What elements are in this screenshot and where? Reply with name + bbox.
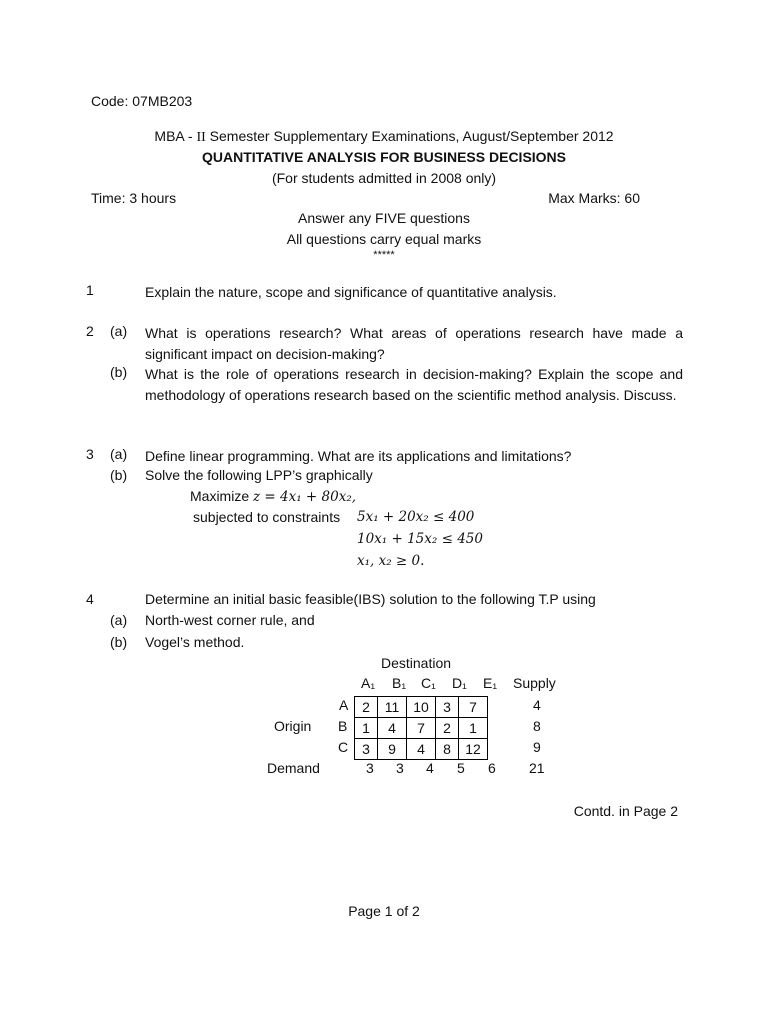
table-row — [355, 697, 488, 718]
question-2a-label: (a) — [110, 323, 128, 339]
demand-b1: 3 — [396, 760, 404, 776]
row-label-b: B — [338, 718, 348, 734]
question-3a-text: Define linear programming. What are its applications and limitations? — [145, 448, 572, 464]
lpp-constraint-1: 5x₁ + 20x₂ ≤ 400 — [357, 509, 475, 525]
question-4b-label: (b) — [110, 634, 128, 650]
separator-stars: ***** — [373, 249, 395, 261]
row-label-a: A — [339, 697, 349, 713]
cost-cell: 2 — [355, 697, 378, 718]
cost-cell: 11 — [378, 697, 407, 718]
cost-cell: 3 — [355, 739, 378, 760]
cost-cell: 3 — [436, 697, 459, 718]
cost-cell: 8 — [436, 739, 459, 760]
column-header-a1: A₁ — [361, 675, 376, 691]
cost-cell: 7 — [407, 718, 436, 739]
demand-a1: 3 — [366, 760, 374, 776]
supply-b: 8 — [533, 718, 541, 734]
table-row — [355, 739, 488, 760]
question-2-number: 2 — [86, 323, 94, 339]
origin-label: Origin — [274, 718, 312, 734]
cost-cell: 4 — [378, 718, 407, 739]
row-label-c: C — [338, 739, 349, 755]
cost-cell: 1 — [459, 718, 488, 739]
exam-name: MBA - II Semester Supplementary Examinations, August/September 2012 — [154, 128, 614, 145]
question-3a-label: (a) — [110, 446, 128, 462]
demand-e1: 6 — [488, 760, 496, 776]
paper-title: QUANTITATIVE ANALYSIS FOR BUSINESS DECISIONS — [201, 149, 567, 165]
lpp-objective: Maximize z = 4x₁ + 80x₂, — [190, 488, 357, 505]
cost-cell: 2 — [436, 718, 459, 739]
supply-header: Supply — [513, 675, 556, 691]
question-4a-label: (a) — [110, 612, 128, 628]
cost-cell: 9 — [378, 739, 407, 760]
question-2b-label: (b) — [110, 364, 128, 380]
lpp-constraint-2: 10x₁ + 15x₂ ≤ 450 — [357, 531, 483, 547]
question-3b-label: (b) — [110, 467, 128, 483]
lpp-constraint-3: x₁, x₂ ≥ 0. — [357, 553, 425, 569]
question-1-number: 1 — [86, 282, 94, 298]
supply-c: 9 — [533, 739, 541, 755]
cost-cell: 10 — [407, 697, 436, 718]
question-2a-text: What is operations research? What areas of operations research have made a significant impact on decision-making? — [145, 325, 683, 362]
question-4b-text: Vogel’s method. — [145, 634, 245, 650]
total-supply-demand: 21 — [529, 760, 545, 776]
column-header-e1: E₁ — [483, 675, 498, 691]
demand-label: Demand — [267, 760, 320, 776]
question-1-text: Explain the nature, scope and significance of quantitative analysis. — [145, 284, 557, 300]
question-3-number: 3 — [86, 446, 94, 462]
question-4-number: 4 — [86, 591, 94, 607]
column-header-c1: C₁ — [421, 675, 436, 691]
instruction-marks: All questions carry equal marks — [286, 231, 482, 247]
page-number: Page 1 of 2 — [348, 903, 420, 919]
destination-label: Destination — [381, 655, 452, 671]
question-4-text: Determine an initial basic feasible(IBS) solution to the following T.P using — [145, 591, 596, 607]
cost-cell: 1 — [355, 718, 378, 739]
demand-d1: 5 — [457, 760, 465, 776]
demand-c1: 4 — [426, 760, 434, 776]
max-marks: Max Marks: 60 — [548, 190, 640, 206]
cost-table — [354, 696, 488, 760]
cost-cell: 7 — [459, 697, 488, 718]
question-3b-text: Solve the following LPP’s graphically — [145, 467, 373, 483]
column-header-b1: B₁ — [392, 675, 407, 691]
question-4a-text: North-west corner rule, and — [145, 612, 315, 628]
column-header-d1: D₁ — [452, 675, 467, 691]
exam-code: Code: 07MB203 — [91, 93, 193, 109]
cost-cell: 12 — [459, 739, 488, 760]
continued-note: Contd. in Page 2 — [573, 803, 678, 819]
instruction-answer: Answer any FIVE questions — [298, 210, 470, 226]
supply-a: 4 — [533, 697, 541, 713]
cost-cell: 4 — [407, 739, 436, 760]
time-allowed: Time: 3 hours — [91, 190, 177, 206]
paper-subtitle: (For students admitted in 2008 only) — [271, 170, 497, 186]
lpp-constraints-label: subjected to constraints — [193, 509, 341, 525]
table-row — [355, 718, 488, 739]
question-2b-text: What is the role of operations research in decision-making? Explain the scope and methodology of operations research based on the scientific method analysis. Discuss. — [145, 366, 683, 403]
